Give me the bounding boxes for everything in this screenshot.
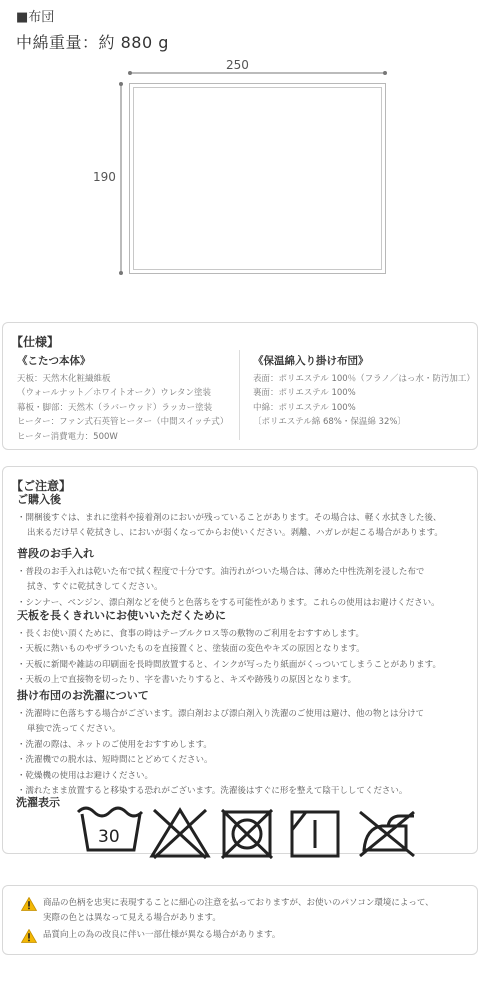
- futon-width-label: 250: [226, 58, 249, 72]
- spec-futon-column: [253, 353, 473, 430]
- note-line: ・長くお使い頂くために、食事の時はテーブルクロス等の敷物のご利用をおすすめします。: [17, 629, 364, 639]
- spec-line: 天板：天然木化粧繊維板: [17, 374, 111, 384]
- note-section-purchase: [17, 491, 473, 542]
- spec-panel: [2, 322, 478, 450]
- note-line: ・洗濯機での脱水は、短時間にとどめてください。: [17, 755, 213, 766]
- caution-panel: [2, 885, 478, 955]
- spec-line: 〔ポリエステル綿 68%・保温綿 32%〕: [253, 417, 406, 428]
- spec-line: 裏面：ポリエステル 100%: [253, 388, 356, 399]
- spec-futon-heading: 《保温綿入り掛け布団》: [253, 355, 369, 367]
- spec-line: ヒーター消費電力：500W: [17, 431, 118, 442]
- note-heading: 普段のお手入れ: [17, 547, 94, 560]
- note-line: ・洗濯の際は、ネットのご使用をおすすめします。: [17, 739, 212, 750]
- warning-icon: [21, 929, 37, 943]
- futon-dimension-diagram: [0, 0, 480, 300]
- caution-item: [21, 928, 280, 943]
- warning-icon: [21, 897, 37, 911]
- spec-line: 中綿：ポリエステル 100%: [253, 402, 356, 413]
- caution-text: 品質向上の為の改良に伴い一部仕様が異なる場合があります。: [43, 930, 281, 940]
- note-line: ・天板に新聞や雑誌の印刷面を長時間放置すると、インクが写ったり紙面がくっついてしまうことがあります。: [17, 659, 441, 670]
- note-line: ・天板に熱いものやザラついたものを直接置くと、塗装面の変色やキズの原因となります。: [17, 644, 365, 655]
- notes-panel: [2, 466, 478, 854]
- note-section-care: [17, 545, 473, 611]
- note-line: ・濡れたまま放置すると移染する恐れがございます。洗濯後はすぐに形を整えて陰干ししてください。: [17, 786, 408, 797]
- note-line: ・洗濯時に色落ちする場合がございます。漂白剤および漂白剤入り洗濯のご使用は避け、他の物とは分けて 単独で洗ってください。: [17, 709, 424, 735]
- spec-title: 【仕様】: [11, 335, 60, 349]
- spec-line: 表面：ポリエステル 100％（フラノ／はっ水・防汚加工）: [253, 374, 475, 384]
- futon-weight: 中綿重量：約 880 g: [16, 33, 169, 52]
- note-section-washing: [17, 687, 473, 799]
- wash-temp-label: 30: [98, 827, 120, 847]
- note-line: ・普段のお手入れは乾いた布で拭く程度で十分です。油汚れがついた場合は、薄めた中性洗剤を浸した布で 拭き、すぐに乾拭きしてください。: [17, 567, 425, 593]
- spec-line: 幕板・脚部：天然木（ラバーウッド）ラッカー塗装: [17, 402, 213, 413]
- note-section-tabletop: [17, 607, 473, 689]
- futon-section: [0, 0, 480, 300]
- wash-label: 洗濯表示: [16, 796, 60, 809]
- note-line: ・シンナー、ベンジン、漂白剤などを使うと色落ちをする可能性があります。これらの使用はお避けください。: [17, 597, 440, 608]
- note-line: ・開梱後すぐは、まれに塗料や接着剤のにおいが残っていることがあります。その場合は、軽く水拭きした後、 出来るだけ早く乾拭きし、においが弱くなってからお使いください。剥離、ハガレが起こる場合があります。: [17, 513, 443, 539]
- note-line: ・乾燥機の使用はお避けください。: [17, 770, 154, 781]
- note-heading: 天板を長くきれいにお使いいただくために: [17, 609, 226, 622]
- note-line: ・天板の上で直接物を切ったり、字を書いたりすると、キズや跡残りの原因となります。: [17, 675, 357, 686]
- spec-kotatsu-heading: 《こたつ本体》: [17, 355, 91, 367]
- caution-text: 商品の色柄を忠実に表現することに細心の注意を払っておりますが、お使いのパソコン環境によって、 実際の色とは異なって見える場合があります。: [43, 898, 434, 923]
- notes-title: 【ご注意】: [11, 479, 72, 493]
- futon-height-label: 190: [93, 170, 116, 184]
- spec-divider: [239, 350, 240, 440]
- note-heading: ご購入後: [17, 493, 61, 506]
- spec-line: ヒーター：ファン式石英管ヒーター（中間スイッチ式）: [17, 417, 229, 428]
- caution-item: [21, 896, 434, 926]
- spec-line: （ウォールナット／ホワイトオーク）ウレタン塗装: [17, 388, 211, 399]
- note-heading: 掛け布団のお洗濯について: [17, 689, 149, 702]
- spec-kotatsu-column: [17, 353, 242, 444]
- futon-title: ■布団: [16, 10, 55, 25]
